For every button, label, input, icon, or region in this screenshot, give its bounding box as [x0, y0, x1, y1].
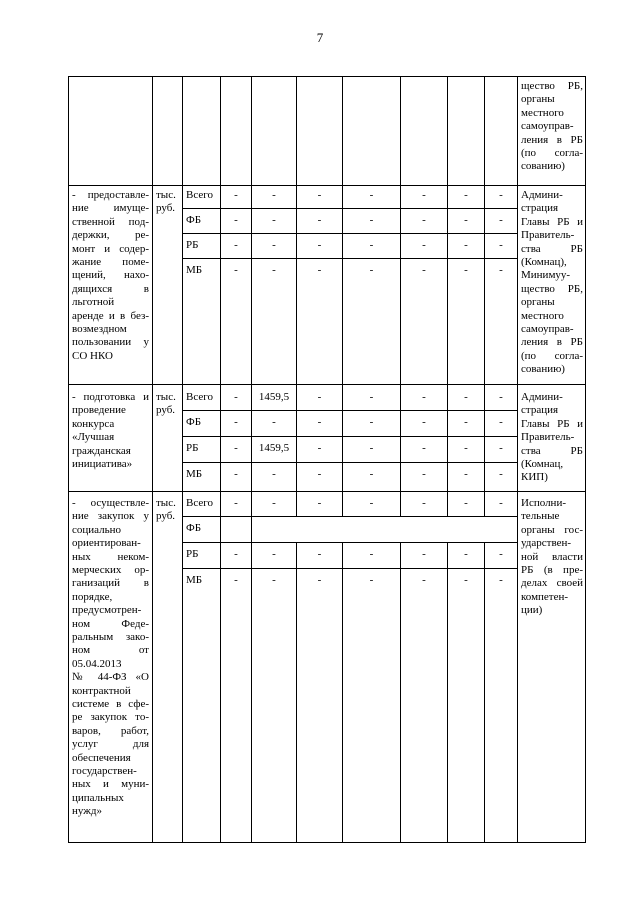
executor-line: ства РБ	[521, 242, 583, 255]
unit-label: тыс.	[156, 189, 176, 201]
fund-label: ФБ	[186, 522, 202, 534]
value-cell: -	[234, 574, 238, 586]
executor-line: компетен-	[521, 590, 569, 603]
description-line: нужд»	[72, 805, 102, 818]
description-line: конкурса	[72, 417, 115, 430]
description-line: ных неком-	[72, 550, 149, 563]
description-line: № 44-ФЗ «О	[72, 671, 149, 684]
description-line: гражданская	[72, 444, 131, 457]
value-cell: -	[422, 468, 426, 480]
value-cell: -	[422, 497, 426, 509]
fund-label: РБ	[186, 239, 199, 251]
value-cell: -	[464, 548, 468, 560]
executor-line: органы	[521, 296, 555, 309]
value-cell: -	[234, 391, 238, 403]
executor-line: Минимуу-	[521, 269, 571, 282]
fund-label: Всего	[186, 497, 213, 509]
value-cell: -	[464, 391, 468, 403]
description-line: ном Феде-	[72, 617, 149, 630]
executor-line: органы	[521, 93, 555, 106]
fund-label: РБ	[186, 442, 199, 454]
value-cell: -	[464, 468, 468, 480]
description-line: ганизаций в	[72, 577, 149, 590]
value-cell: -	[317, 442, 322, 454]
executor-line: ударствен-	[521, 537, 572, 550]
executor-line: ции)	[521, 604, 543, 617]
value-cell: -	[272, 264, 276, 276]
executor-line: тельные	[521, 510, 560, 523]
executor-line: сованию)	[521, 363, 565, 376]
description-line: обеспечения	[72, 751, 131, 764]
value-cell: -	[272, 239, 276, 251]
value-cell: -	[464, 214, 468, 226]
description-line: возмездном	[72, 323, 127, 335]
fund-label: Всего	[186, 391, 213, 403]
description-line: инициатива»	[72, 458, 133, 470]
value-cell: -	[272, 574, 276, 586]
value-cell: -	[234, 497, 238, 509]
value-cell: -	[317, 497, 322, 509]
unit-label: руб.	[156, 404, 176, 417]
value-cell: -	[234, 239, 238, 251]
value-cell: -	[317, 416, 322, 428]
executor-line: ства РБ	[521, 444, 583, 457]
executor-line: делах своей	[521, 577, 583, 590]
value-cell: -	[464, 416, 468, 428]
value-cell: -	[422, 239, 426, 251]
description-line: аренде и в без-	[72, 309, 149, 322]
unit-label: тыс.	[156, 391, 176, 403]
value-cell: -	[369, 468, 374, 480]
value-cell: -	[272, 468, 276, 480]
value-cell: -	[369, 548, 374, 560]
executor-line: (по согла-	[521, 349, 583, 362]
description-line: монт и содер-	[72, 242, 149, 255]
description-line: ном от	[72, 644, 149, 657]
value-cell: -	[499, 574, 503, 586]
description-line: варов, работ,	[72, 724, 149, 737]
fund-label: ФБ	[186, 214, 202, 226]
value-cell: -	[369, 189, 374, 201]
value-cell: -	[499, 468, 503, 480]
value-cell: -	[272, 416, 276, 428]
description-line: социально	[72, 523, 122, 536]
value-cell: -	[234, 416, 238, 428]
value-cell: 1459,5	[258, 442, 290, 454]
value-cell: -	[422, 264, 426, 276]
value-cell: -	[422, 442, 426, 454]
description-line: ных и муни-	[72, 778, 149, 791]
description-line: мерческих ор-	[72, 564, 149, 576]
description-line: ние имуще-	[72, 202, 149, 215]
value-cell: -	[272, 189, 276, 201]
description-line: ориентирован-	[72, 537, 141, 550]
description-line: «Лучшая	[72, 431, 115, 444]
value-cell: -	[369, 214, 374, 226]
value-cell: -	[272, 214, 276, 226]
description-line: порядке,	[72, 590, 113, 603]
executor-line: щество РБ,	[521, 80, 583, 92]
unit-label: руб.	[156, 202, 176, 215]
description-line: - осуществле-	[72, 497, 149, 509]
description-line: - подготовка и	[72, 391, 149, 403]
description-line: проведение	[72, 404, 126, 417]
value-cell: -	[272, 497, 276, 509]
value-cell: -	[317, 239, 322, 251]
executor-line: самоуправ-	[521, 323, 574, 335]
description-line: СО НКО	[72, 349, 113, 362]
executor-line: Исполни-	[521, 497, 566, 509]
value-cell: -	[369, 264, 374, 276]
value-cell: -	[317, 548, 322, 560]
value-cell: -	[369, 239, 374, 251]
executor-line: самоуправ-	[521, 120, 574, 133]
value-cell: -	[464, 264, 468, 276]
value-cell: 1459,5	[258, 391, 290, 403]
value-cell: -	[369, 416, 374, 428]
value-cell: -	[464, 574, 468, 586]
executor-line: ной власти	[521, 550, 583, 563]
description-line: государствен-	[72, 765, 137, 777]
unit-label: тыс.	[156, 497, 176, 509]
value-cell: -	[499, 214, 503, 226]
executor-line: (Комнац),	[521, 256, 567, 268]
value-cell: -	[499, 416, 503, 428]
fund-label: МБ	[186, 264, 203, 276]
value-cell: -	[422, 391, 426, 403]
fund-label: МБ	[186, 574, 203, 586]
value-cell: -	[464, 239, 468, 251]
value-cell: -	[317, 264, 322, 276]
executor-line: (по согла-	[521, 147, 583, 159]
value-cell: -	[234, 468, 238, 480]
value-cell: -	[499, 189, 503, 201]
value-cell: -	[499, 497, 503, 509]
executor-line: ления в РБ	[521, 336, 583, 349]
description-line: предусмотрен-	[72, 604, 142, 617]
value-cell: -	[422, 189, 426, 201]
executor-line: Главы РБ и	[521, 215, 583, 228]
unit-label: руб.	[156, 510, 176, 523]
description-line: ние закупок у	[72, 510, 149, 523]
description-line: ральным зако-	[72, 631, 149, 643]
value-cell: -	[422, 416, 426, 428]
executor-line: Админи-	[521, 189, 563, 201]
value-cell: -	[369, 497, 374, 509]
description-line: - предоставле-	[72, 189, 149, 201]
value-cell: -	[464, 442, 468, 454]
description-line: щений, нахо-	[72, 269, 149, 282]
value-cell: -	[499, 548, 503, 560]
value-cell: -	[499, 239, 503, 251]
executor-line: щество РБ,	[521, 282, 583, 295]
description-line: дящихся в	[72, 282, 149, 295]
fund-label: Всего	[186, 189, 213, 201]
description-line: контрактной	[72, 684, 131, 697]
value-cell: -	[317, 189, 322, 201]
executor-line: Главы РБ и	[521, 417, 583, 430]
executor-line: местного	[521, 106, 564, 119]
description-line: системе в сфе-	[72, 698, 149, 710]
executor-line: органы гос-	[521, 523, 583, 536]
value-cell: -	[369, 391, 374, 403]
fund-label: МБ	[186, 468, 203, 480]
value-cell: -	[234, 548, 238, 560]
value-cell: -	[464, 189, 468, 201]
value-cell: -	[499, 391, 503, 403]
description-line: ре закупок то-	[72, 711, 149, 724]
executor-line: страция	[521, 202, 559, 215]
executor-line: (Комнац,	[521, 458, 564, 470]
value-cell: -	[234, 214, 238, 226]
value-cell: -	[369, 442, 374, 454]
executor-line: Админи-	[521, 391, 563, 403]
executor-line: местного	[521, 309, 564, 322]
value-cell: -	[234, 264, 238, 276]
value-cell: -	[272, 548, 276, 560]
value-cell: -	[464, 497, 468, 509]
value-cell: -	[499, 264, 503, 276]
fund-label: ФБ	[186, 416, 202, 428]
value-cell: -	[317, 214, 322, 226]
executor-line: Правитель-	[521, 431, 575, 444]
description-line: 05.04.2013	[72, 657, 122, 670]
fund-label: РБ	[186, 548, 199, 560]
executor-line: РБ (в пре-	[521, 564, 583, 576]
executor-line: Правитель-	[521, 229, 575, 242]
value-cell: -	[234, 189, 238, 201]
description-line: пользовании у	[72, 336, 149, 349]
value-cell: -	[422, 214, 426, 226]
value-cell: -	[317, 391, 322, 403]
description-line: услуг для	[72, 738, 149, 751]
value-cell: -	[317, 468, 322, 480]
value-cell: -	[369, 574, 374, 586]
executor-line: ления в РБ	[521, 133, 583, 146]
value-cell: -	[317, 574, 322, 586]
executor-line: страция	[521, 404, 559, 417]
description-line: жание поме-	[72, 256, 149, 268]
executor-line: КИП)	[521, 471, 548, 484]
description-line: ципальных	[72, 791, 124, 804]
executor-line: сованию)	[521, 160, 565, 173]
value-cell: -	[422, 548, 426, 560]
value-cell: -	[234, 442, 238, 454]
description-line: ственной под-	[72, 215, 149, 228]
page-number: 7	[316, 30, 324, 45]
value-cell: -	[499, 442, 503, 454]
description-line: льготной	[72, 296, 115, 309]
value-cell: -	[422, 574, 426, 586]
description-line: держки, ре-	[72, 229, 149, 242]
